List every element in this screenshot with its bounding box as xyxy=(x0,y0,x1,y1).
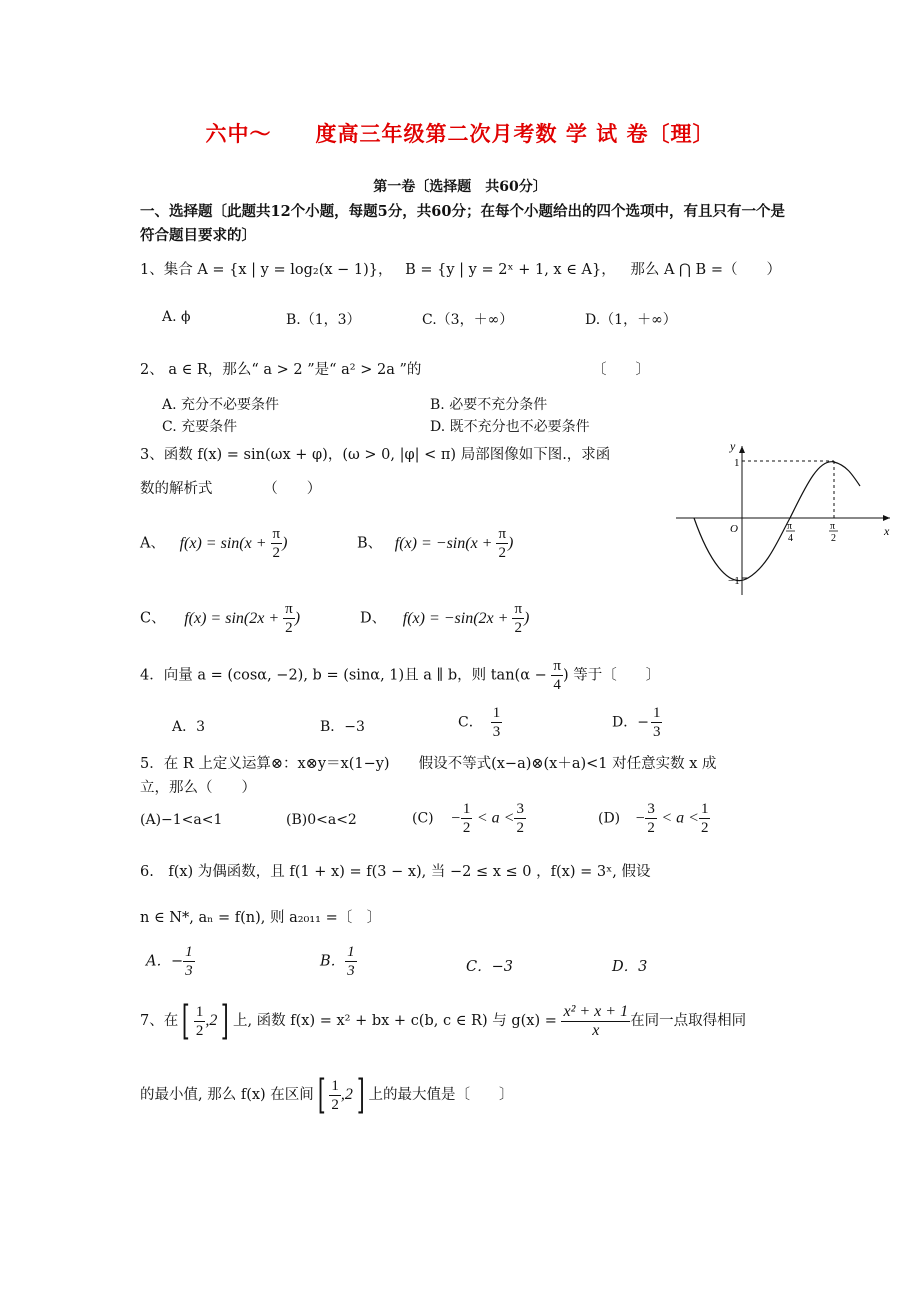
q4-option-b[interactable]: B．−3 xyxy=(320,719,365,735)
graph-neg-one: −1 xyxy=(728,575,740,587)
q1-set-a: 1、集合 A = {x | y = log₂(x − 1)}， xyxy=(140,262,393,278)
q3-option-a[interactable]: A、 f(x) = sin(x + $\frac{\pi}{2}$ ) xyxy=(140,526,288,561)
q5-option-a[interactable]: (A)−1<a<1 xyxy=(140,812,223,828)
q6-option-a[interactable]: A．− $\frac{1}{3}$ xyxy=(146,944,193,979)
q6-option-b[interactable]: B． $\frac{1}{3}$ xyxy=(320,944,355,979)
graph-pi-2-num: π xyxy=(830,521,836,532)
q2-paren: 〔 〕 xyxy=(592,362,650,378)
q7-stem: 7、在[ $\frac{1}{2}$ ,2] 上, 函数 f(x) = x² + bx + c(b, c ∈ R) 与 g(x) = $\frac{\text{x² + x + 1}}{x}$ 在同一点取得相同 xyxy=(140,998,747,1044)
q5-option-b[interactable]: (B)0<a<2 xyxy=(286,812,357,828)
q1-stem xyxy=(140,258,781,279)
q5-stem: 5．在 R 上定义运算⊗：x⊗y＝x(1−y) 假设不等式(x−a)⊗(x＋a)<1 对任意实数 x 成 xyxy=(140,756,717,772)
q2-option-b[interactable]: B. 必要不充分条件 xyxy=(430,397,548,413)
q6-stem: 6. f(x) 为偶函数，且 f(1 + x) = f(3 − x), 当 −2 ≤ x ≤ 0 ，f(x) = 3ˣ, 假设 xyxy=(140,864,651,880)
q4-option-a[interactable]: A．3 xyxy=(172,719,206,735)
graph-x-label: x xyxy=(884,524,890,538)
q6-option-c[interactable]: C．−3 xyxy=(466,959,513,975)
q2-option-d[interactable]: D. 既不充分也不必要条件 xyxy=(430,419,590,435)
q1-option-a[interactable]: A. ϕ xyxy=(162,309,191,325)
graph-pi-4-den: 4 xyxy=(788,533,793,544)
q4-option-c[interactable]: C． $\frac{1}{3}$ xyxy=(458,705,501,740)
graph-pi-4-num: π xyxy=(787,521,793,532)
q5-option-c[interactable]: (C) − $\frac{1}{2}$ < a < $\frac{3}{2}$ xyxy=(412,801,524,836)
q3-graph xyxy=(672,440,896,600)
q1-option-d[interactable]: D.（1，＋∞） xyxy=(585,312,677,328)
graph-pi-2-den: 2 xyxy=(831,533,836,544)
q3-option-b[interactable]: B、 f(x) = −sin(x + $\frac{\pi}{2}$ ) xyxy=(357,526,514,561)
q5-stem-line2: 立，那么（ ） xyxy=(140,780,256,796)
q1-option-b[interactable]: B.（1，3） xyxy=(286,312,361,328)
q6-stem-line2: n ∈ N*, aₙ = f(n), 则 a₂₀₁₁ =〔 〕 xyxy=(140,910,382,926)
q1-set-b: B = {y | y = 2ˣ + 1, x ∈ A}， xyxy=(405,262,616,278)
q4-stem: 4．向量 a = (cosα, −2), b = (sinα, 1)且 a ∥ b，则 tan(α − $\frac{\pi}{4}$ ) 等于〔 〕 xyxy=(140,658,661,693)
q1-option-c[interactable]: C.（3，＋∞） xyxy=(422,312,514,328)
q2-stem: 2、 a ∈ R，那么“ a > 2 ”是“ a² > 2a ”的 xyxy=(140,362,422,378)
q3-option-d[interactable]: D、 f(x) = −sin(2x + $\frac{\pi}{2}$ ) xyxy=(360,601,530,636)
section-heading: 一、选择题〔此题共12个小题，每题5分，共60分；在每个小题给出的四个选项中，有且只有一个是符合题目要求的〕 xyxy=(140,203,785,244)
q2-option-c[interactable]: C. 充要条件 xyxy=(162,419,238,435)
q2-option-a[interactable]: A. 充分不必要条件 xyxy=(162,397,280,413)
q3-option-c[interactable]: C、 f(x) = sin(2x + $\frac{\pi}{2}$ ) xyxy=(140,601,301,636)
q3-stem-line2: 数的解析式 （ ） xyxy=(140,481,322,497)
q3-stem: 3、函数 f(x) = sin(ωx + φ)，(ω > 0, |φ| < π) 局部图像如下图.，求函 xyxy=(140,447,611,463)
graph-one: 1 xyxy=(734,457,740,469)
volume-heading: 第一卷〔选择题 共60分〕 xyxy=(373,179,547,195)
sine-curve xyxy=(694,462,860,581)
graph-y-label: y xyxy=(730,440,736,453)
page-title: 六中～ 度高三年级第二次月考数 学 试 卷〔理〕 xyxy=(205,121,715,146)
q4-option-d[interactable]: D．− $\frac{1}{3}$ xyxy=(612,705,661,740)
graph-origin: O xyxy=(730,523,738,535)
q5-option-d[interactable]: (D) − $\frac{3}{2}$ < a < $\frac{1}{2}$ xyxy=(598,801,709,836)
q7-stem-line2: 的最小值, 那么 f(x) 在区间[ $\frac{1}{2}$ ,2] 上的最大值是〔 〕 xyxy=(140,1072,514,1118)
q6-option-d[interactable]: D．3 xyxy=(612,959,648,975)
q1-question: 那么 A ⋂ B =（ ） xyxy=(630,262,781,278)
